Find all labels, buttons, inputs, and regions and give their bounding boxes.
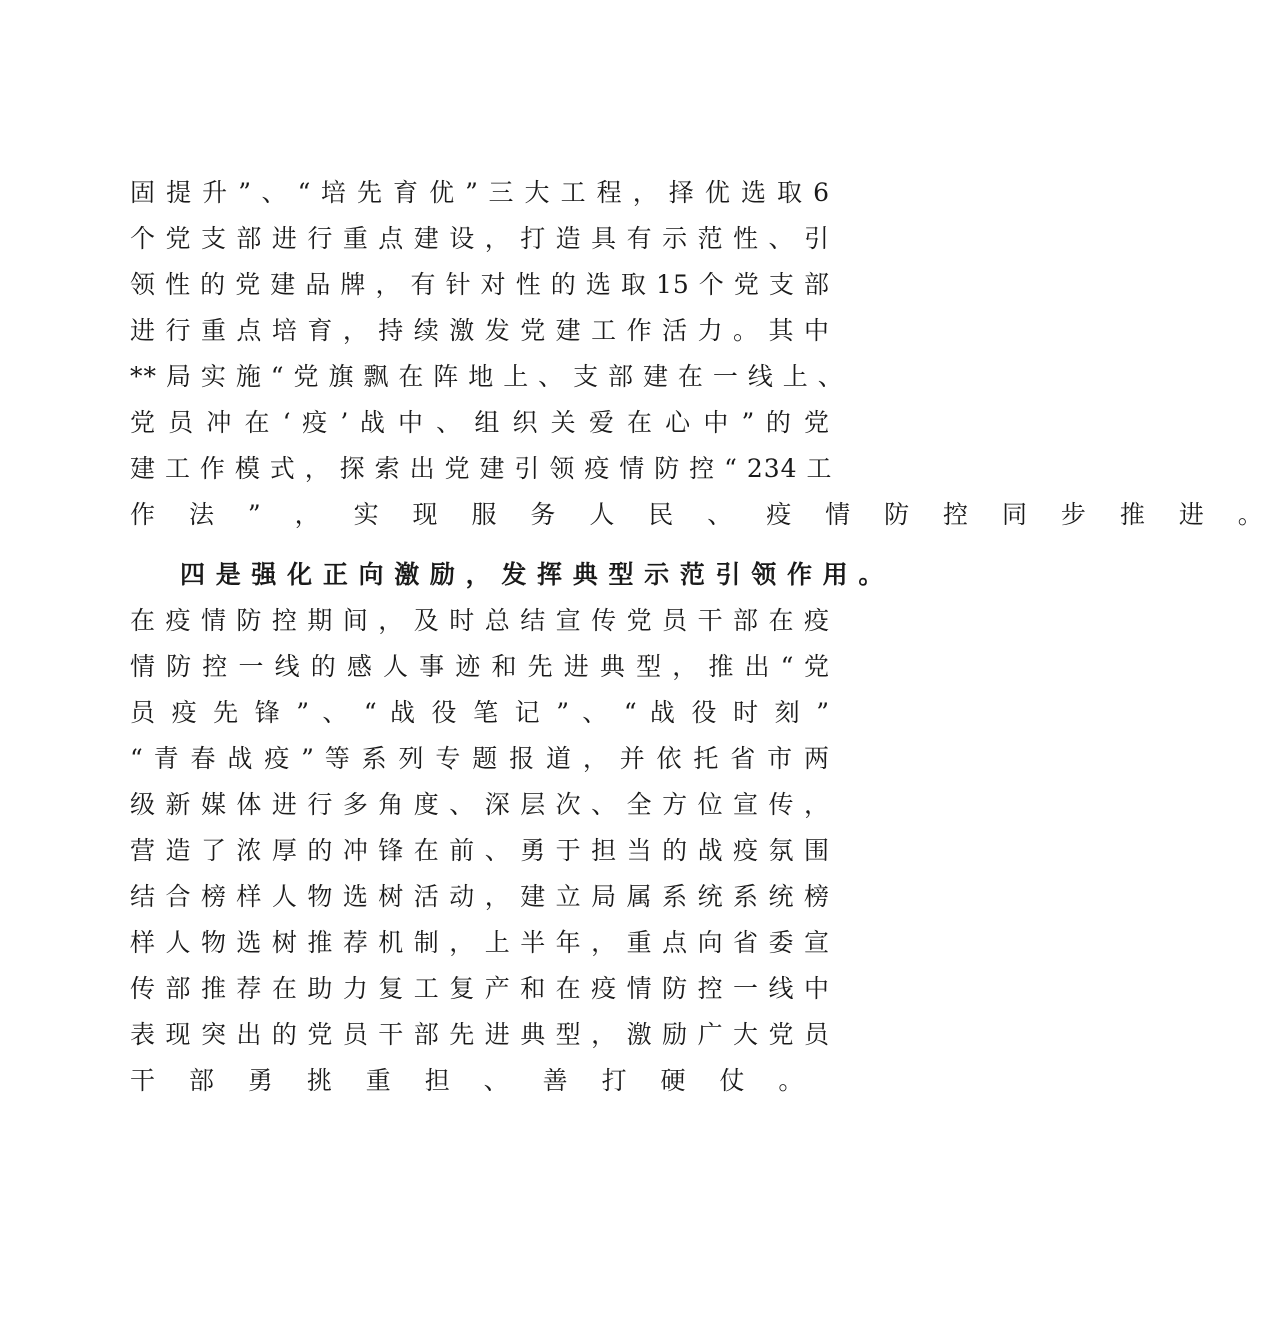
paragraph-line: 领 性 的 党 建 品 牌 ， 有 针 对 性 的 选 取 15 个 党 支 部	[130, 270, 830, 299]
paragraph-line: “ 青 春 战 疫 ” 等 系 列 专 题 报 道 ， 并 依 托 省 市 两	[130, 744, 830, 773]
paragraph-line: 建 工 作 模 式 ， 探 索 出 党 建 引 领 疫 情 防 控 “ 234 工	[130, 454, 833, 483]
paragraph-line: 员 疫 先 锋 ” 、 “ 战 役 笔 记 ” 、 “ 战 役 时 刻 ”	[130, 698, 830, 727]
paragraph-line: 级 新 媒 体 进 行 多 角 度 、 深 层 次 、 全 方 位 宣 传 ，	[130, 790, 830, 819]
paragraph-line: 固 提 升 ” 、 “ 培 先 育 优 ” 三 大 工 程 ， 择 优 选 取 6	[130, 178, 830, 207]
paragraph-line: ** 局 实 施 “ 党 旗 飘 在 阵 地 上 、 支 部 建 在 一 线 上 、	[130, 362, 844, 391]
paragraph-line: 传 部 推 荐 在 助 力 复 工 复 产 和 在 疫 情 防 控 一 线 中	[130, 974, 830, 1003]
paragraph-line: 进 行 重 点 培 育 ， 持 续 激 发 党 建 工 作 活 力 。 其 中	[130, 316, 830, 345]
section-heading: 四 是 强 化 正 向 激 励 ， 发 挥 典 型 示 范 引 领 作 用 。	[180, 560, 885, 589]
paragraph-line: 样 人 物 选 树 推 荐 机 制 ， 上 半 年 ， 重 点 向 省 委 宣	[130, 928, 830, 957]
paragraph-line: 情 防 控 一 线 的 感 人 事 迹 和 先 进 典 型 ， 推 出 “ 党	[130, 652, 830, 681]
paragraph-line: 结 合 榜 样 人 物 选 树 活 动 ， 建 立 局 属 系 统 系 统 榜	[130, 882, 830, 911]
paragraph-line: 表 现 突 出 的 党 员 干 部 先 进 典 型 ， 激 励 广 大 党 员	[130, 1020, 830, 1049]
paragraph-line: 党 员 冲 在 ‘ 疫 ’ 战 中 、 组 织 关 爱 在 心 中 ” 的 党	[130, 408, 830, 437]
paragraph-line: 干 部 勇 挑 重 担 、 善 打 硬 仗 。	[130, 1066, 817, 1095]
paragraph-line: 营 造 了 浓 厚 的 冲 锋 在 前 、 勇 于 担 当 的 战 疫 氛 围	[130, 836, 830, 865]
paragraph-line: 在 疫 情 防 控 期 间 ， 及 时 总 结 宣 传 党 员 干 部 在 疫	[130, 606, 830, 635]
paragraph-line: 作 法 ” ， 实 现 服 务 人 民 、 疫 情 防 控 同 步 推 进 。	[130, 500, 1276, 529]
paragraph-line: 个 党 支 部 进 行 重 点 建 设 ， 打 造 具 有 示 范 性 、 引	[130, 224, 830, 253]
